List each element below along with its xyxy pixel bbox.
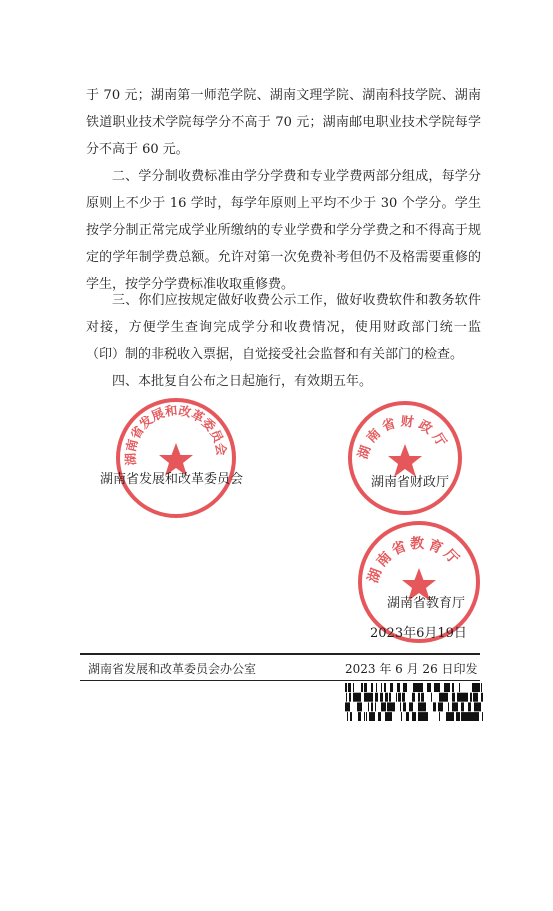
issue-date: 2023年6月19日 [370, 626, 467, 641]
paragraph-effective-date: 四、本批复自公布之日起施行，有效期五年。 [112, 374, 373, 389]
finance-department-seal [345, 398, 465, 518]
footer-print-date: 2023 年 6 月 26 日印发 [345, 662, 478, 676]
issuer-finance-department: 湖南省财政厅 [371, 475, 450, 490]
paragraph-credit-standard: 二、学分制收费标准由学分学费和专业学费两部分组成，每学分原则上不少于 16 学时，每学年原则上平均不少于 30 个学分。学生按学分制正常完成学业所缴纳的专业学费和学分学费之和不得高于规定的学年制学费总额。允许对第一次免费补考但仍不及格需要重修的学生，按学分学费标准收取重修费。 [86, 169, 481, 292]
svg-text:湖南省教育厅 [364, 535, 463, 585]
paragraph-fee-continued: 于 70 元；湖南第一师范学院、湖南文理学院、湖南科技学院、湖南铁道职业技术学院每学分不高于 70 元；湖南邮电职业技术学院每学分不高于 60 元。 [86, 88, 481, 157]
finance-department-seal-text: 湖南省财政厅 [355, 414, 451, 462]
education-department-seal-text: 湖南省教育厅 [365, 535, 464, 586]
development-commission-seal-text: 湖南省发展和改革委员会 [122, 402, 230, 466]
barcode-icon [345, 683, 483, 721]
paragraph-publicity: 三、你们应按规定做好收费公示工作，做好收费软件和教务软件对接，方便学生查询完成学分和收费情况，使用财政部门统一监（印）制的非税收入票据，自觉接受社会监督和有关部门的检查。 [86, 293, 481, 362]
footer-top-rule [80, 653, 480, 655]
issuer-development-commission: 湖南省发展和改革委员会 [100, 472, 244, 487]
footer-bottom-rule [80, 680, 480, 681]
development-commission-seal [113, 395, 239, 521]
issuer-education-department: 湖南省教育厅 [387, 596, 466, 611]
footer-office: 湖南省发展和改革委员会办公室 [88, 662, 257, 676]
